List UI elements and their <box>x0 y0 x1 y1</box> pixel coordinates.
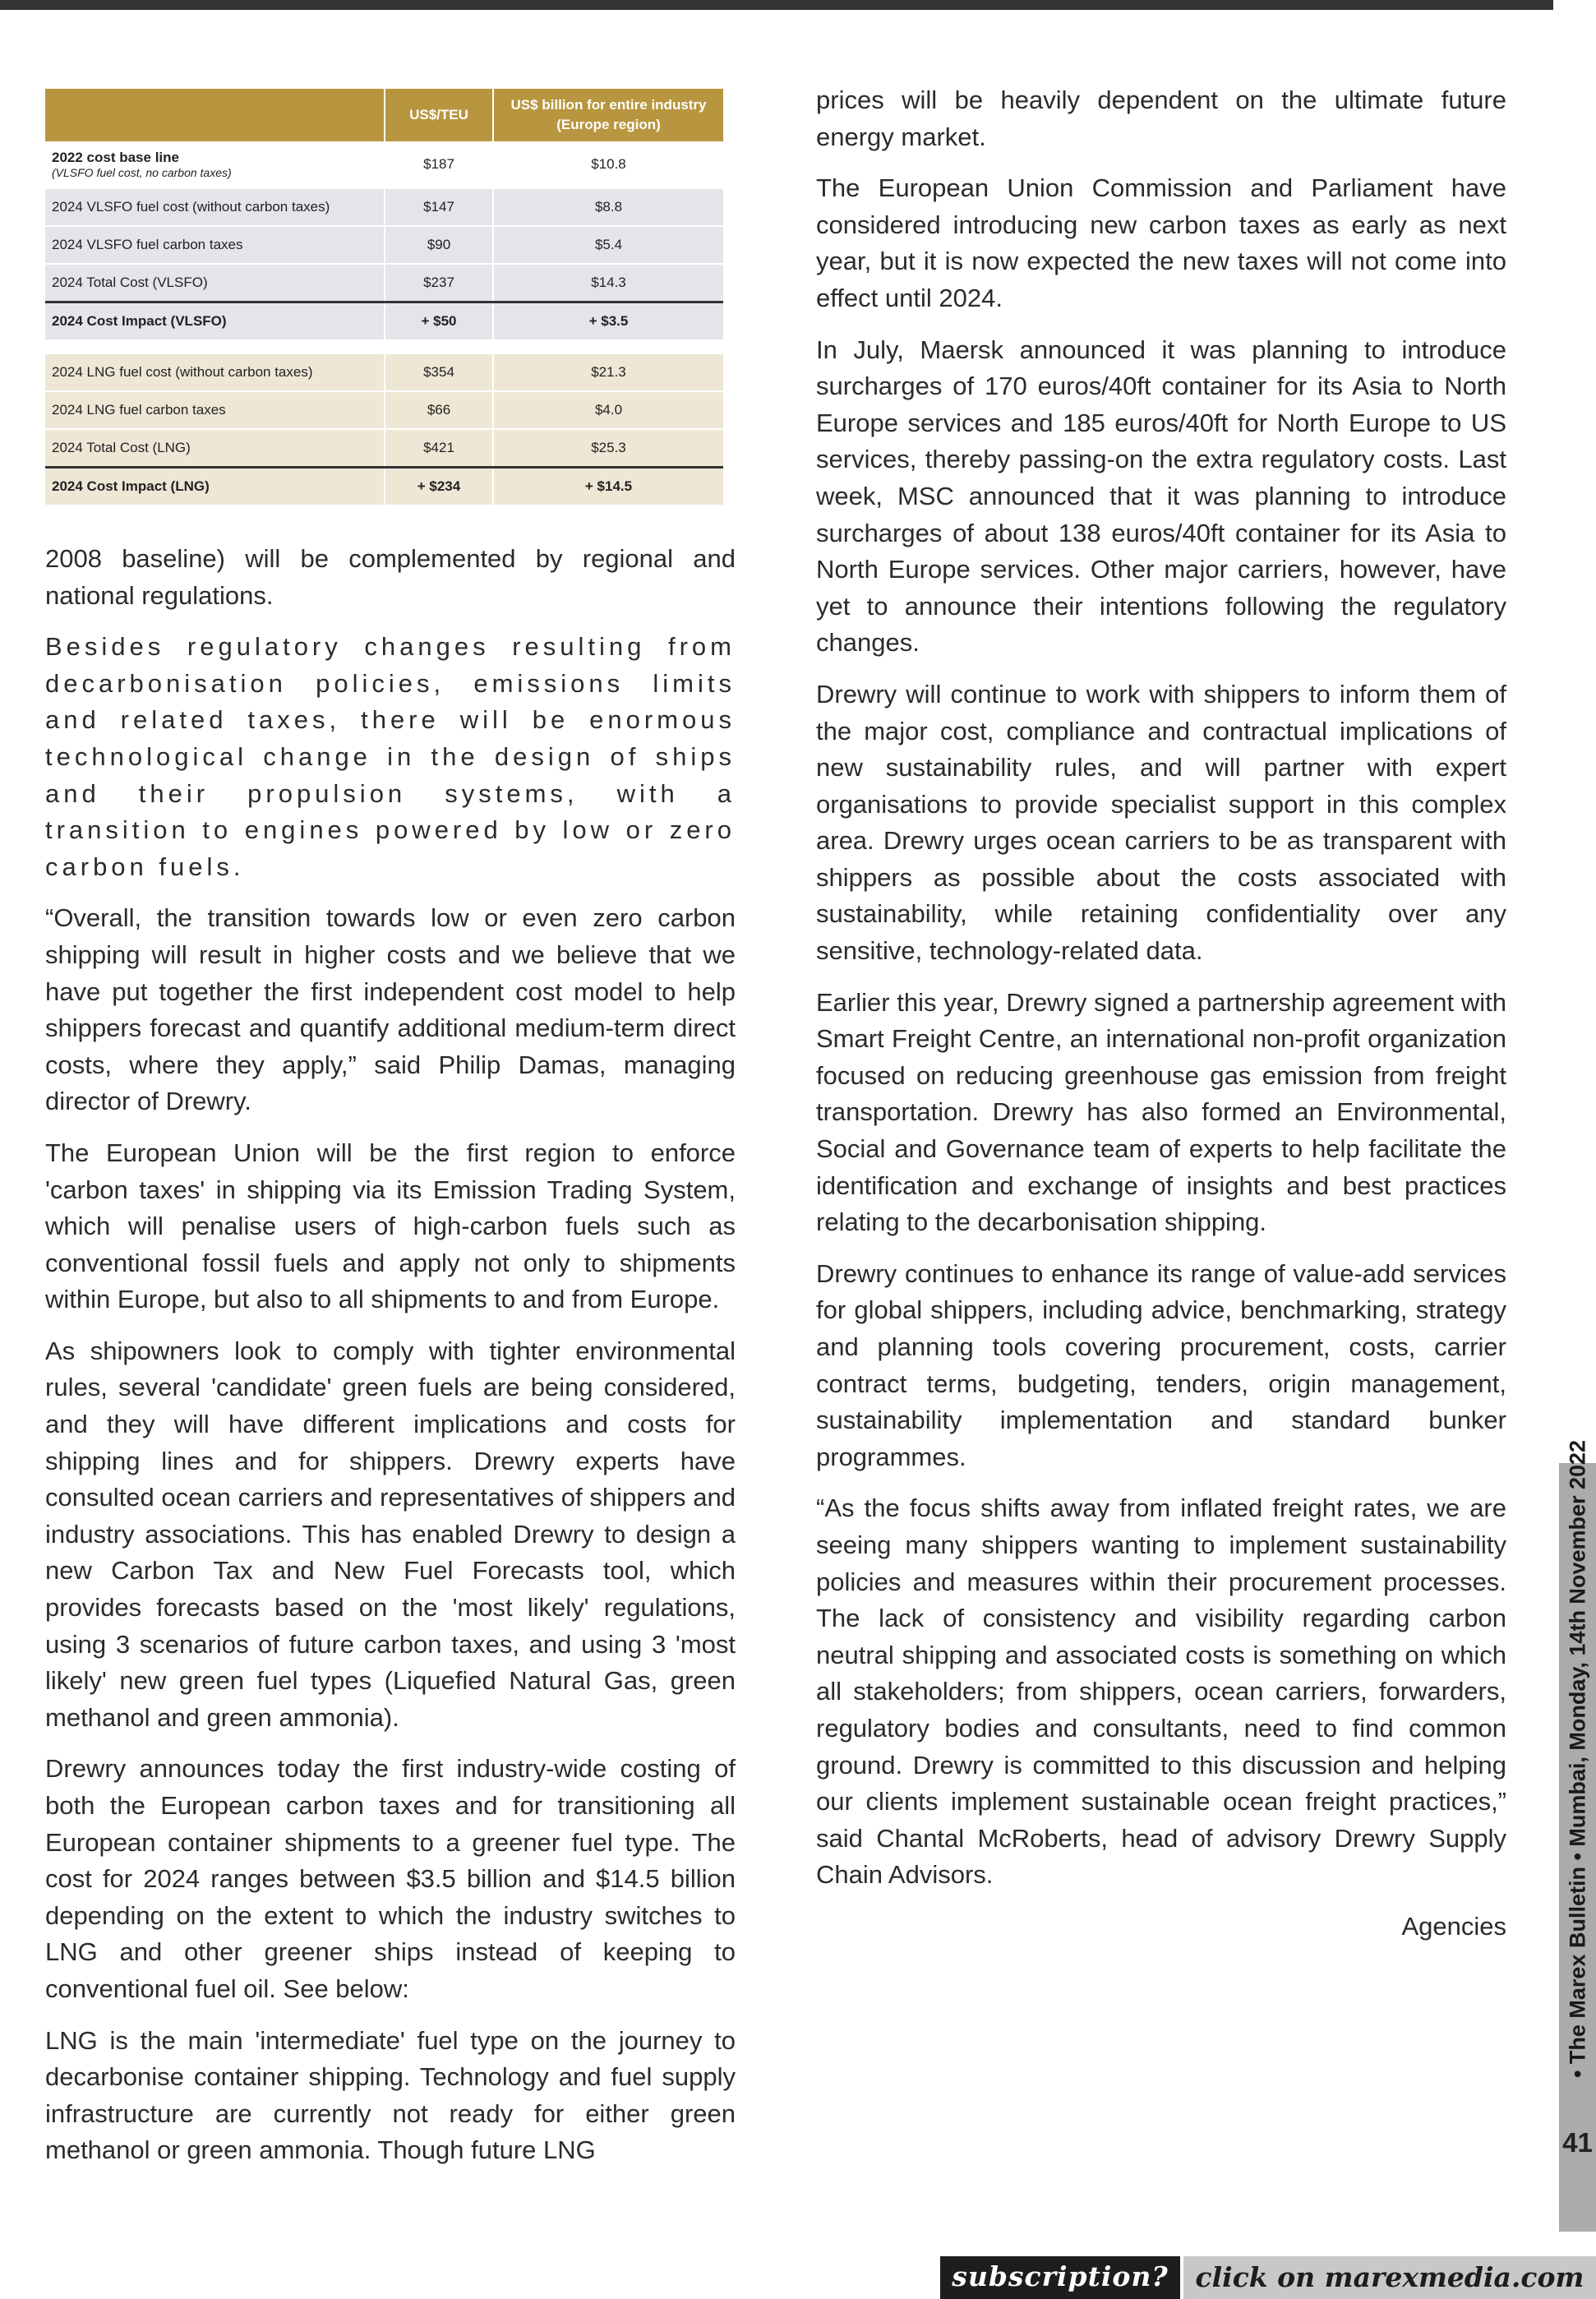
billion-cell: + $14.5 <box>493 468 723 506</box>
table-row <box>45 429 723 468</box>
table-row <box>45 354 723 391</box>
table-row-impact <box>45 302 723 341</box>
teu-cell: $354 <box>385 354 493 391</box>
row-label: 2024 VLSFO fuel carbon taxes <box>45 226 385 264</box>
teu-cell: + $234 <box>385 468 493 506</box>
marexmedia-link[interactable]: click on marexmedia.com <box>1183 2256 1596 2299</box>
billion-cell: $21.3 <box>493 354 723 391</box>
billion-cell: $4.0 <box>493 391 723 429</box>
paragraph: As shipowners look to comply with tighter environmental rules, several 'candidate' green fuels are being considered, and they will have different implications and costs for shipping lines and for shippers. Drewry experts have consulted ocean carriers and representatives of shippers and industry associations. This has enabled Drewry to design a new Carbon Tax and New Fuel Forecasts tool, which provides forecasts based on the 'most likely' regulations, using 3 scenarios of future carbon taxes, and using 3 'most likely' new green fuel types (Liquefied Natural Gas, green methanol and green ammonia). <box>45 1336 736 1732</box>
table-row-impact <box>45 468 723 506</box>
table-header-billion: US$ billion for entire industry (Europe region) <box>493 89 723 141</box>
paragraph: LNG is the main 'intermediate' fuel type on the journey to decarbonise container shipping. Technology and fuel supply infrastructure are currently not ready for either green methanol or green ammonia. Though future LNG <box>45 2025 736 2165</box>
billion-cell: + $3.5 <box>493 302 723 341</box>
agencies-credit: Agencies <box>1401 1911 1506 1941</box>
paragraph: Besides regulatory changes resulting from decarbonisation policies, emissions limits and related taxes, there will be enormous technological change in the design of ships and their propulsion systems, with a transition to engines powered by low or zero carbon fuels. <box>45 632 736 881</box>
paragraph: The European Union will be the first region to enforce 'carbon taxes' in shipping via its Emission Trading System, which will penalise users of high-carbon fuels such as conventional fossil fuels and apply not only to shipments within Europe, but also to all shipments to and from Europe. <box>45 1138 736 1314</box>
paragraph: Drewry will continue to work with shippers to inform them of the major cost, compliance and contractual implications of new sustainability rules, and will partner with expert organisations to provide specialist support in this complex area. Drewry urges ocean carriers to be as transparent with shippers as possible about the costs associated with sustainability, while retaining confidentiality over any sensitive, technology-related data. <box>816 679 1506 966</box>
billion-cell: $5.4 <box>493 226 723 264</box>
row-label: 2024 Total Cost (LNG) <box>45 429 385 468</box>
row-label: 2024 Cost Impact (LNG) <box>45 468 385 506</box>
right-column <box>816 82 1506 1960</box>
top-rule <box>0 0 1553 10</box>
table-header-teu: US$/TEU <box>385 89 493 141</box>
table-header-row <box>45 89 723 141</box>
paragraph: “As the focus shifts away from inflated freight rates, we are seeing many shippers wanting to implement sustainability policies and measures within their procurement processes. The lack of consistency and visibility regarding carbon neutral shipping and associated costs is something on which all stakeholders; from shippers, ocean carriers, forwarders, regulatory bodies and consultants, need to find common ground. Drewry is committed to this discussion and helping our clients implement sustainable ocean freight practices,” said Chantal McRoberts, head of advisory Drewry Supply Chain Advisors. <box>816 1493 1506 1890</box>
teu-cell: $237 <box>385 264 493 302</box>
sidebar-text: • The Marex Bulletin • Mumbai, Monday, 14th November 2022 <box>1565 1439 1589 2079</box>
teu-cell: $90 <box>385 226 493 264</box>
row-label: 2024 Total Cost (VLSFO) <box>45 264 385 302</box>
paragraph: The European Union Commission and Parliament have considered introducing new carbon taxes as early as next year, but it is now expected the new taxes will not come into effect until 2024. <box>816 173 1506 312</box>
left-column <box>45 89 736 2184</box>
paragraph: Drewry continues to enhance its range of value-add services for global shippers, including advice, benchmarking, strategy and planning tools covering procurement, costs, carrier contract terms, budgeting, tenders, origin management, sustainability implementation and standard bunker programmes. <box>816 1258 1506 1471</box>
table-row <box>45 188 723 226</box>
subscription-banner: subscription? <box>940 2256 1180 2299</box>
table-gap <box>45 340 723 354</box>
paragraph: In July, Maersk announced it was planning to introduce surcharges of 170 euros/40ft container for its Asia to North Europe services and 185 euros/40ft for North Europe to US services, thereby passing-on the extra regulatory costs. Last week, MSC announced that it was planning to introduce surcharges of about 138 euros/40ft container for its Asia to North Europe services. Other major carriers, however, have yet to announce their intentions following the regulatory changes. <box>816 335 1506 658</box>
row-label: 2022 cost base line (VLSFO fuel cost, no carbon taxes) <box>45 141 385 188</box>
page-number: 41 <box>1562 2127 1593 2158</box>
teu-cell: + $50 <box>385 302 493 341</box>
row-label: 2024 LNG fuel carbon taxes <box>45 391 385 429</box>
billion-cell: $8.8 <box>493 188 723 226</box>
row-sublabel: (VLSFO fuel cost, no carbon taxes) <box>52 166 232 179</box>
paragraph: prices will be heavily dependent on the ultimate future energy market. <box>816 85 1506 151</box>
teu-cell: $147 <box>385 188 493 226</box>
billion-cell: $25.3 <box>493 429 723 468</box>
row-label: 2024 Cost Impact (VLSFO) <box>45 302 385 341</box>
sidebar-caption <box>1543 1439 1596 2079</box>
teu-cell: $66 <box>385 391 493 429</box>
table-row <box>45 391 723 429</box>
paragraph: 2008 baseline) will be complemented by regional and national regulations. <box>45 544 736 610</box>
paragraph: Drewry announces today the first industry-wide costing of both the European carbon taxes and for transitioning all European container shipments to a greener fuel type. The cost for 2024 ranges between $3.5 billion and $14.5 billion depending on the extent to which the industry switches to LNG and other greener ships instead of keeping to conventional fuel oil. See below: <box>45 1754 736 2003</box>
row-label: 2024 LNG fuel cost (without carbon taxes) <box>45 354 385 391</box>
table-header-blank <box>45 89 385 141</box>
teu-cell: $421 <box>385 429 493 468</box>
row-label: 2024 VLSFO fuel cost (without carbon taxes) <box>45 188 385 226</box>
table-row <box>45 264 723 302</box>
billion-cell: $10.8 <box>493 141 723 188</box>
cost-table <box>45 89 723 506</box>
paragraph: “Overall, the transition towards low or even zero carbon shipping will result in higher costs and we believe that we have put together the first independent cost model to help shippers forecast and quantify additional medium-term direct costs, where they apply,” said Philip Damas, managing director of Drewry. <box>45 903 736 1116</box>
table-row <box>45 226 723 264</box>
billion-cell: $14.3 <box>493 264 723 302</box>
paragraph: Earlier this year, Drewry signed a partnership agreement with Smart Freight Centre, an international non-profit organization focused on reducing greenhouse gas emission from freight transportation. Drewry has also formed an Environmental, Social and Governance team of experts to help facilitate the identification and exchange of insights and best practices relating to the decarbonisation shipping. <box>816 987 1506 1237</box>
table-row <box>45 141 723 188</box>
teu-cell: $187 <box>385 141 493 188</box>
